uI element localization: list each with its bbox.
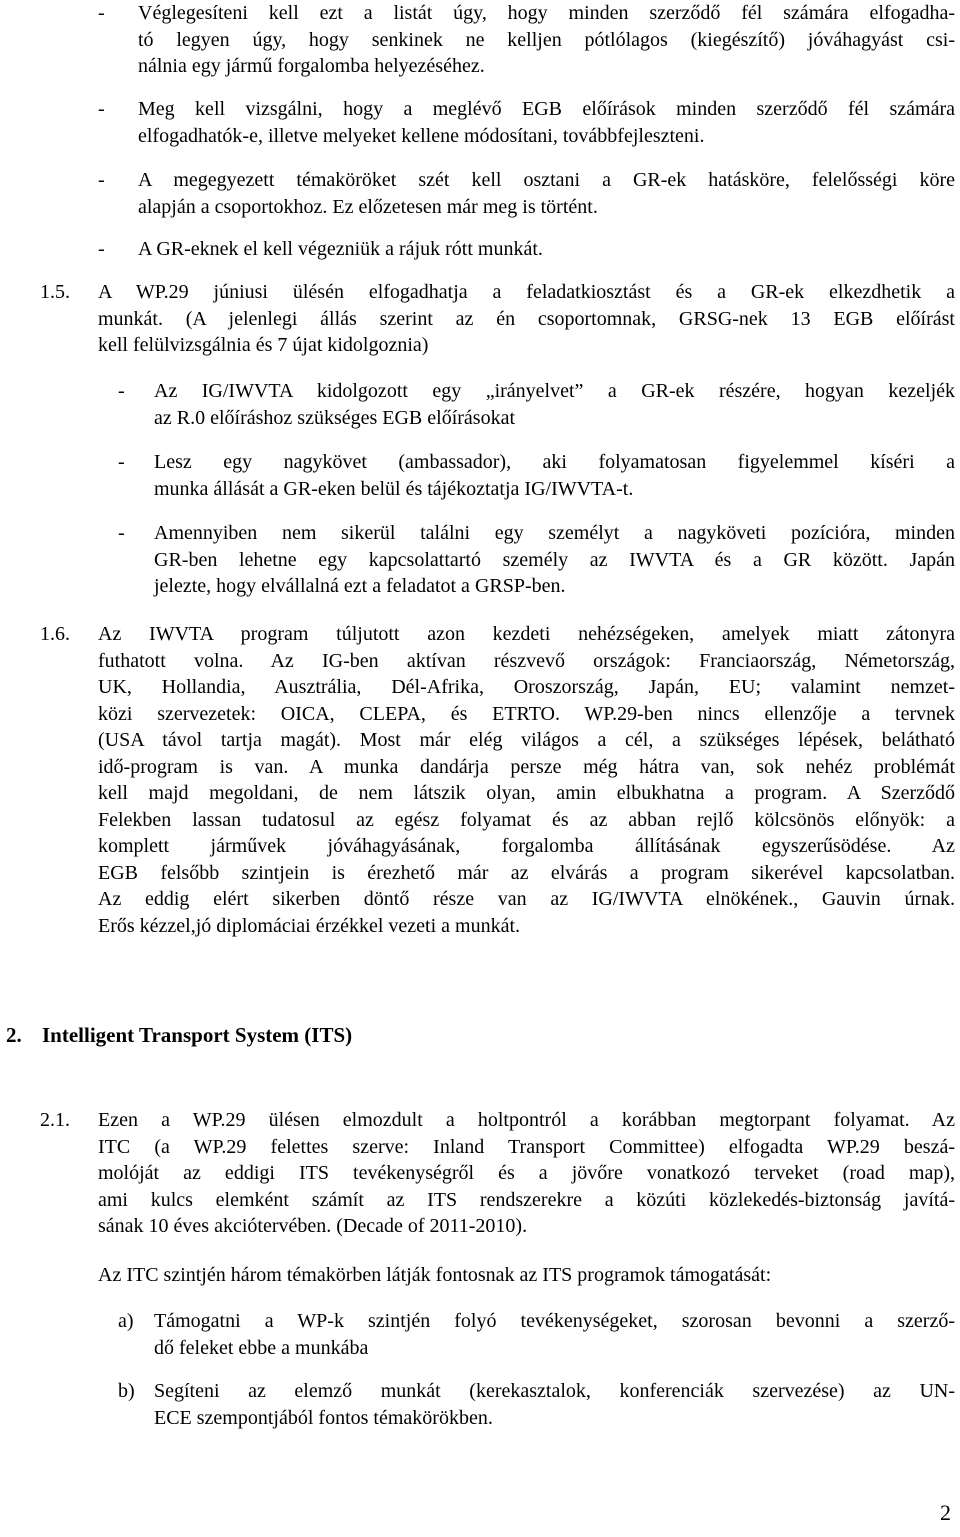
text-line: ITC (a WP.29 felettes szerve: Inland Transport Committee) elfogadta WP.29 beszá- — [98, 1135, 955, 1158]
list-label: b) — [118, 1380, 135, 1402]
text-line: idő-program is van. A munka dandárja persze még hátra van, sok nehéz problémát — [98, 755, 955, 778]
text-line: Az IG/IWVTA kidolgozott egy „irányelvet” a GR-ek részére, hogyan kezeljék — [154, 380, 955, 402]
text-line: EGB felsőbb szintjein is érezhető már az elvárás a program sikerével kapcsolatban. — [98, 861, 955, 884]
text-line: sának 10 éves akciótervében. (Decade of 2011-2010). — [98, 1215, 528, 1237]
dash-marker: - — [98, 169, 105, 191]
list-label: a) — [118, 1310, 134, 1332]
text-line: Lesz egy nagykövet (ambassador), aki folyamatosan figyelemmel kíséri a — [154, 451, 955, 473]
text-line: A GR-eknek el kell végezniük a rájuk rótt munkát. — [138, 238, 543, 260]
text-line: kell felülvizsgálnia és 7 újat kidolgoznia) — [98, 334, 429, 356]
dash-marker: - — [98, 2, 105, 24]
page-number: 2 — [940, 1500, 951, 1525]
text-line: ami kulcs elemként számít az ITS rendszerekre a közúti közlekedés-biztonság javítá- — [98, 1188, 955, 1211]
text-line: GR-ben lehetne egy kapcsolattartó személy az IWVTA és a GR között. Japán — [154, 548, 955, 571]
text-line: alapján a csoportokhoz. Ez előzetesen már meg is történt. — [138, 195, 598, 218]
text-line: Erős kézzel,jó diplomáciai érzékkel vezeti a munkát. — [98, 914, 521, 937]
heading-title: Intelligent Transport System (ITS) — [42, 1023, 353, 1047]
text-line: Véglegesíteni kell ezt a listát úgy, hogy minden szerződő fél számára elfogadha- — [138, 2, 955, 24]
text-line: Amennyiben nem sikerül találni egy személyt a nagyköveti pozícióra, minden — [154, 522, 955, 544]
text-line: (USA távol tartja magát). Most már elég világos a cél, a szükséges lépések, belátható — [98, 729, 955, 751]
dash-marker: - — [118, 380, 125, 402]
text-line: futhatott volna. Az IG-ben aktívan részvevő országok: Franciaország, Németország, — [98, 649, 955, 672]
section-number: 1.6. — [40, 623, 70, 645]
section-number: 2.1. — [40, 1109, 70, 1131]
text-line: jelezte, hogy elvállalná ezt a feladatot a GRSP-ben. — [154, 575, 566, 597]
dash-marker: - — [118, 522, 125, 544]
section-number: 1.5. — [40, 281, 70, 303]
text-line: tó legyen úgy, hogy senkinek ne kelljen pótlólagos (kiegészítő) jóváhagyást csi- — [138, 28, 955, 51]
text-line: UK, Hollandia, Ausztrália, Dél-Afrika, Oroszország, Japán, EU; valamint nemzet- — [98, 676, 955, 698]
text-line: közi szervezetek: OICA, CLEPA, és ETRTO. WP.29-ben nincs ellenzője a tervnek — [98, 702, 955, 725]
text-line: Támogatni a WP-k szintjén folyó tevékenységeket, szorosan bevonni a szerző- — [154, 1310, 955, 1332]
text-line: ECE szempontjából fontos témakörökben. — [154, 1406, 493, 1429]
dash-marker: - — [98, 98, 105, 120]
text-line: kell majd megoldani, de nem látszik olyan, amin elbukhatna a program. A Szerződő — [98, 782, 955, 804]
text-line: munka állását a GR-eken belül és tájékoztatja IG/IWVTA-t. — [154, 477, 634, 500]
text-line: A megegyezett témaköröket szét kell osztani a GR-ek hatásköre, felelősségi köre — [138, 169, 955, 191]
text-line: Az IWVTA program túljutott azon kezdeti nehézségeken, amelyek miatt zátonyra — [98, 623, 955, 645]
text-line: Segíteni az elemző munkát (kerekasztalok, konferenciák szervezése) az UN- — [154, 1380, 955, 1402]
dash-marker: - — [118, 451, 125, 473]
text-line: Ezen a WP.29 ülésen elmozdult a holtpontról a korábban megtorpant folyamat. Az — [98, 1109, 955, 1131]
text-line: Meg kell vizsgálni, hogy a meglévő EGB előírások minden szerződő fél számára — [138, 98, 955, 120]
text-line: munkát. (A jelenlegi állás szerint az én csoportomnak, GRSG-nek 13 EGB előírást — [98, 307, 955, 330]
dash-marker: - — [98, 238, 105, 260]
heading-number: 2. — [6, 1023, 22, 1047]
text-line: Felekben lassan tudatosul az egész folyamat és az abban rejlő kölcsönös előnyök: a — [98, 808, 955, 831]
text-line: Az eddig elért sikerben döntő része van az IG/IWVTA elnökének., Gauvin úrnak. — [98, 888, 955, 910]
paragraph-intro: Az ITC szintjén három témakörben látják fontosnak az ITS programok támogatását: — [98, 1264, 772, 1286]
text-line: dő feleket ebbe a munkába — [154, 1336, 369, 1359]
text-line: nálnia egy jármű forgalomba helyezéséhez. — [138, 55, 485, 77]
text-line: az R.0 előíráshoz szükséges EGB előírásokat — [154, 406, 516, 429]
text-line: molóját az eddigi ITS tevékenységről és a jövőre vonatkozó terveket (road map), — [98, 1162, 955, 1184]
text-line: komplett járművek jóváhagyásának, forgalomba állításának egyszerűsödése. Az — [98, 835, 955, 857]
text-line: elfogadhatók-e, illetve melyeket kellene módosítani, továbbfejleszteni. — [138, 124, 705, 147]
text-line: A WP.29 júniusi ülésén elfogadhatja a feladatkiosztást és a GR-ek elkezdhetik a — [98, 281, 955, 303]
